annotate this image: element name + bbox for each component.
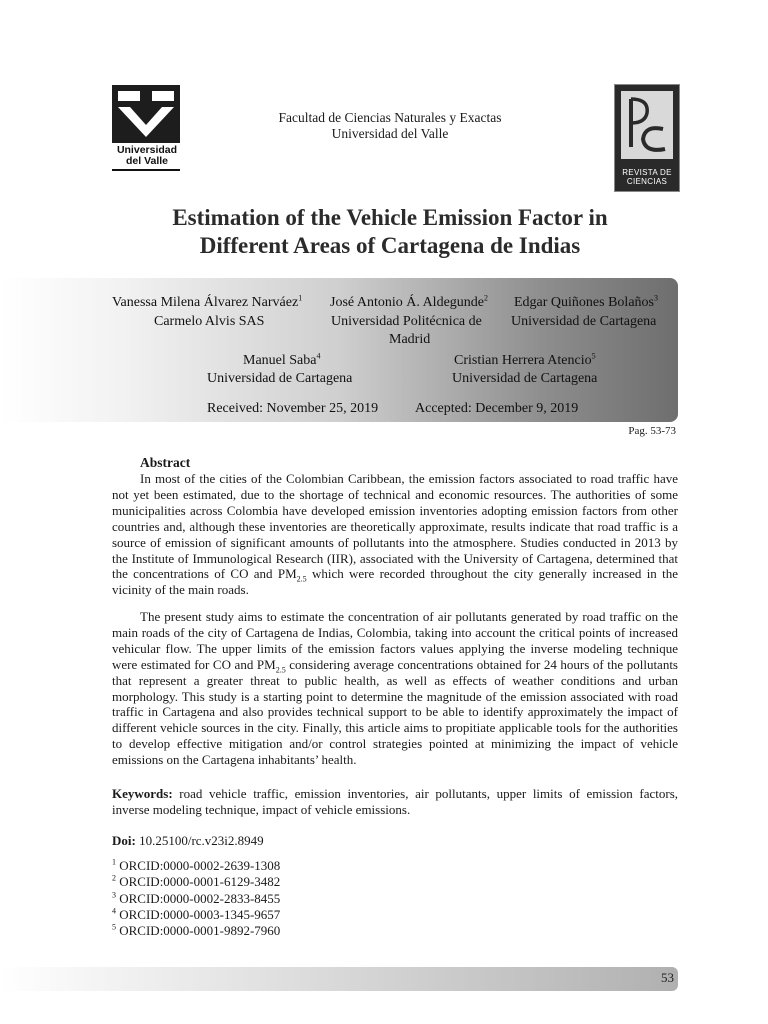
- author-1-name: Vanessa Milena Álvarez Narváez$^1$: [112, 293, 303, 310]
- faculty-header: [240, 110, 540, 142]
- author-2-affiliation-line-2: Madrid: [389, 332, 431, 347]
- author-4-name: Manuel Saba$^4$: [243, 351, 321, 368]
- logo-emblem: [112, 85, 180, 143]
- logo-university-name: Universidad del Valle: [116, 144, 178, 167]
- author-2-name: José Antonio Á. Aldegunde$^2$: [330, 293, 488, 310]
- author-5-affiliation: Universidad de Cartagena: [452, 371, 598, 386]
- orcid-5: $^5$ ORCID:0000-0001-9892-7960: [112, 922, 281, 938]
- abstract-heading: Abstract: [140, 455, 191, 470]
- orcid-4: $^4$ ORCID:0000-0003-1345-9657: [112, 906, 281, 922]
- author-3-affiliation: Universidad de Cartagena: [511, 314, 657, 329]
- universidad-del-valle-logo: [112, 85, 182, 173]
- orcid-3: $^3$ ORCID:0000-0002-2833-8455: [112, 890, 281, 906]
- author-2-affiliation-line-1: Universidad Politécnica de: [331, 314, 482, 329]
- doi-value[interactable]: 10.25100/rc.v23i2.8949: [135, 833, 264, 848]
- page-number: 53: [661, 970, 674, 985]
- abstract-paragraph-2: The present study aims to estimate the concentration of air pollutants generated by road traffic on the main roads of the city of Cartagena de Indias, Colombia, taking into account the critical points of increased vehicular flow. The upper limits of the emission factors values applying the inverse modeling technique were estimated for CO and $PM_{2.5}$ considering average concentrations obtained for 24 hours of the pollutants that represent a greater threat to public health, as well as effects of weather conditions and urban morphology. This study is a starting point to determine the magnitude of the emission associated with road traffic in Cartagena and also provides technical support to be able to identify approximately the impact of different vehicle sources in the city. Finally, this article aims to propitiate applicable tools for the authorities to develop effective mitigation and/or control strategies pointed at minimizing the impact of vehicle emissions on the Cartagena inhabitants’ health.: [112, 609, 678, 768]
- paper-title: [110, 204, 670, 260]
- keywords-text: road vehicle traffic, emission inventories, air pollutants, upper limits of emission factors, inverse modeling technique, impact of vehicle emissions.: [112, 786, 678, 817]
- author-5-name: Cristian Herrera Atencio$^5$: [454, 351, 596, 368]
- logo-underline: [112, 169, 180, 171]
- author-3-name: Edgar Quiñones Bolaños$^3$: [514, 293, 658, 310]
- orcid-2: $^2$ ORCID:0000-0001-6129-3482: [112, 873, 281, 889]
- keywords-label: Keywords:: [112, 786, 173, 801]
- logo-journal-name: REVISTA DE CIENCIAS: [622, 168, 672, 186]
- title-line-2: Different Areas of Cartagena de Indias: [199, 233, 581, 258]
- title-line-1: Estimation of the Vehicle Emission Factor in: [172, 205, 608, 230]
- orcid-1: $^1$ ORCID:0000-0002-2639-1308: [112, 857, 281, 873]
- author-4-affiliation: Universidad de Cartagena: [207, 371, 353, 386]
- faculty-name: Facultad de Ciencias Naturales y Exactas: [278, 110, 502, 125]
- university-name: Universidad del Valle: [331, 126, 449, 141]
- accepted-date: Accepted: December 9, 2019: [415, 401, 579, 416]
- doi-label: Doi:: [112, 833, 136, 848]
- rc-monogram-icon: [615, 85, 679, 165]
- author-1-affiliation: Carmelo Alvis SAS: [154, 314, 265, 329]
- abstract-paragraph-1: In most of the cities of the Colombian Caribbean, the emission factors associated to road traffic have not yet been estimated, due to the shortage of technical and economic resources. The authorities of some municipalities across Colombia have developed emission inventories adopting emission factors from other countries and, although these inventories are theoretically approximate, results indicate that road traffic is a source of emission of significant amounts of pollutants into the atmosphere. Studies conducted in 2013 by the Institute of Immunological Research (IIR), associated with the University of Cartagena, determined that the concentrations of CO and $PM_{2.5}$ which were recorded throughout the city generally increased in the vicinity of the main roads.: [112, 471, 678, 598]
- doi: [112, 833, 264, 849]
- page-range: Pag. 53-73: [628, 425, 676, 437]
- received-date: Received: November 25, 2019: [207, 401, 379, 416]
- keywords: [112, 786, 678, 818]
- revista-de-ciencias-logo: [614, 84, 680, 192]
- footer-band: [0, 967, 678, 991]
